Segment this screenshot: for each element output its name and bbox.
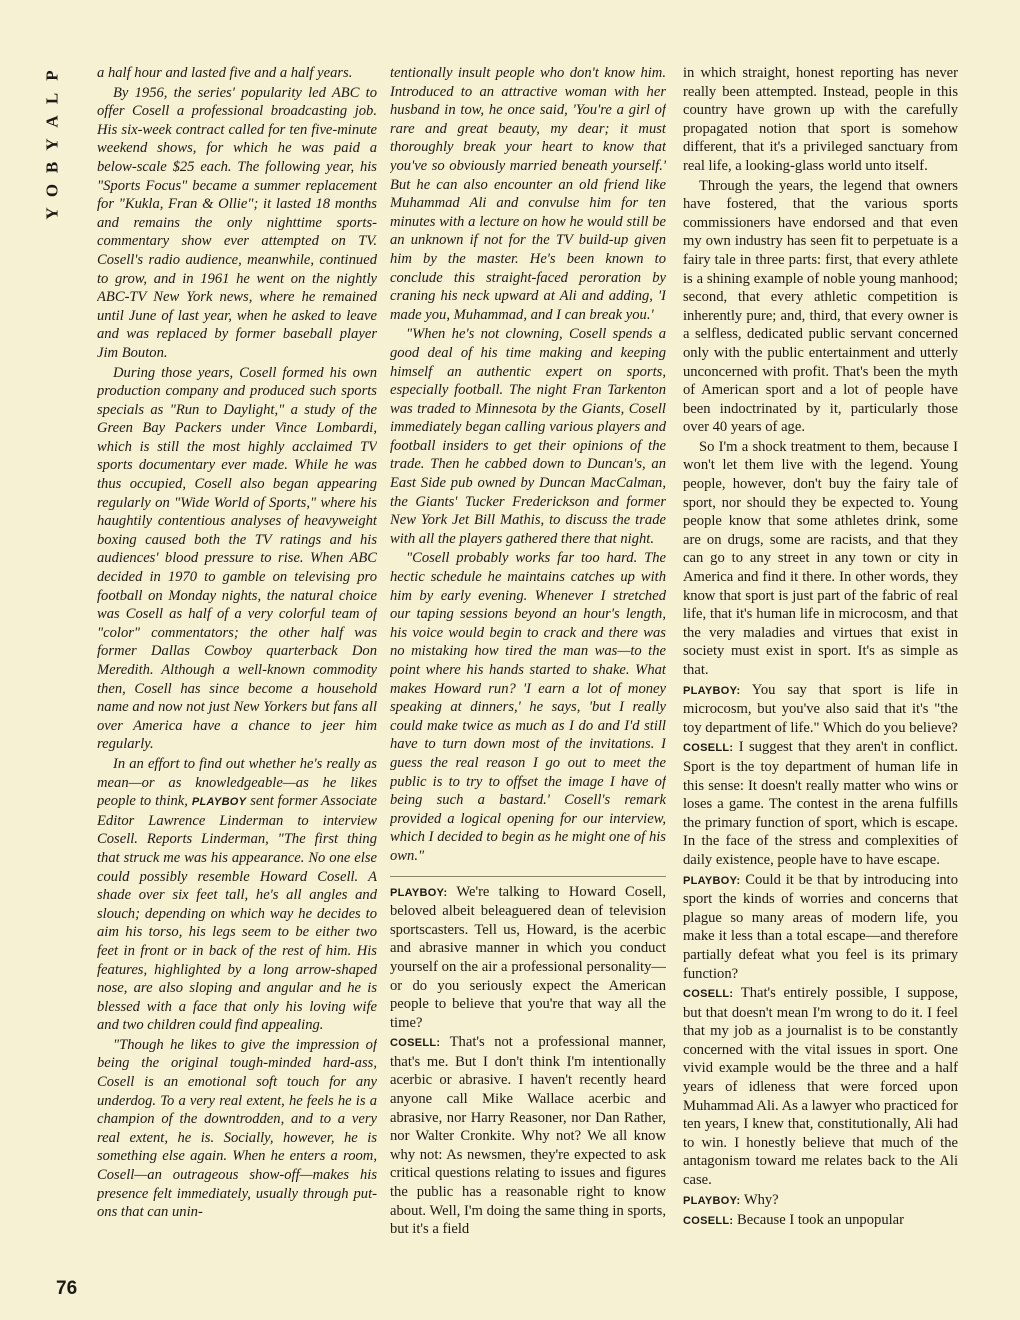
masthead-letter: O xyxy=(42,183,62,198)
paragraph: "When he's not clowning, Cosell spends a good deal of his time making and keeping himself an authentic expert on sports, especially football. The night Fran Tarkenton was traded to Minnesota by the Giants, Cosell immediately began calling various players and football insiders to get their opinions of the trade. Then he cabbed down to Duncan's, an East Side pub owned by Duncan MacCalman, the Giants' Tucker Frederickson and former New York Jet Bill Mathis, to discuss the trade with all the players gathered there that night. xyxy=(390,326,666,547)
paragraph: So I'm a shock treatment to them, because I won't let them live with the legend. Young people, however, don't buy the fairy tale of sport, nor should they be expected to. Young people know that some athletes drink, some are on drugs, some are racists, and that they can go to any street in any town or city in America and find it there. In other words, they know that sport is just part of the fabric of real life, that it's human life in microcosm, and that the very maladies and virtues that exist in society must exist in sport. It's as simple as that. xyxy=(683,438,958,678)
paragraph xyxy=(97,755,377,1035)
interview-answer xyxy=(390,1033,666,1239)
column-2 xyxy=(390,64,666,1304)
question-text: We're talking to Howard Cosell, beloved albeit beleaguered dean of television sportscasters. Tell us, Howard, is the acerbic and abrasive manner in which you conduct yourself on the air a professional personality—or do you seriously expect the American people to believe that you're that way all the time? xyxy=(390,883,666,1031)
interview-answer xyxy=(683,984,958,1190)
masthead-letter: A xyxy=(42,115,62,128)
paragraph: "Though he likes to give the impression of being the original tough-minded hard-ass, Cosell is an emotional soft touch for any underdog. To a very real extent, he feels he is a champion of the downtrodden, and to a very real extent, he is. Socially, however, he is something else again. When he enters a room, Cosell—an outrageous show-off—makes his presence felt immediately, usually through put-ons that can unin- xyxy=(97,1036,377,1221)
answer-text: That's not a professional manner, that's me. But I don't think I'm intentionally acerbic or abrasive. I haven't recently heard anyone call Mike Wallace acerbic and abrasive, nor Harry Reasoner, nor Dan Rather, nor Walter Cronkite. Why not? We all know why not: As newsmen, they're expected to ask critical questions relating to issues and figures the public has a reasonable right to know about. Well, I'm doing the same thing in sports, but it's a field xyxy=(390,1034,666,1238)
answer-text: I suggest that they aren't in conflict. Sport is the toy department of human life in this sense: It doesn't really matter who wins or loses a game. The contest in the arena fulfills the primary function of sport, which is escape. In the face of the stress and complexities of daily existence, people have to have escape. xyxy=(683,739,958,868)
page-number: 76 xyxy=(56,1278,78,1299)
paragraph: By 1956, the series' popularity led ABC to offer Cosell a professional broadcasting job. His six-week contract called for ten five-minute weekend shows, for which he was paid a below-scale $25 each. The following year, his "Sports Focus" became a summer replacement for "Kukla, Fran & Ollie"; it lasted 18 months and remains the only nighttime sports-commentary show ever attempted on TV. Cosell's radio audience, meanwhile, continued to grow, and in 1961 he went on the nightly ABC-TV New York news, where he remained until June of last year, when he asked to leave and was replaced by former baseball player Jim Bouton. xyxy=(97,84,377,361)
speaker-label: PLAYBOY: xyxy=(683,684,741,697)
interview-answer xyxy=(683,1211,958,1231)
speaker-label: PLAYBOY: xyxy=(683,1194,741,1207)
interview-question xyxy=(683,681,958,738)
paragraph: a half hour and lasted five and a half years. xyxy=(97,65,353,81)
section-divider xyxy=(390,876,666,877)
interview-answer xyxy=(683,738,958,869)
masthead-letter: Y xyxy=(42,207,62,220)
speaker-label: PLAYBOY: xyxy=(390,886,448,899)
paragraph: Through the years, the legend that owners have fostered, that the various sports commissioners have endorsed and that even my own industry has seen fit to perpetuate is a fairy tale in three parts: first, that every athlete is a shining example of noble young manhood; second, that every athletic competition is inherently pure; and, third, that every owner is a selfless, dedicated public servant concerned only with the public entertainment and utterly unconcerned with profit. That's been the myth of American sport and a lot of people have been indoctrinated by it, particularly those over 40 years of age. xyxy=(683,177,958,436)
paragraph: "Cosell probably works far too hard. The hectic schedule he maintains catches up with him by early evening. Whenever I stretched our taping sessions beyond an hour's length, his voice would begin to crack and there was no mistaking how tired the man was—to the point where his hands started to shake. What makes Howard run? 'I earn a lot of money speaking at dinners,' he says, 'but I really could make twice as much as I do and I'd still have to turn down most of the invitations. I guess the real reason I go out to meet the public is to try to offset the image I have of being such a bastard.' Cosell's remark provided a logical opening for our interview, which I decided to begin as he might one of his own." xyxy=(390,550,666,864)
masthead-letter: L xyxy=(42,92,62,105)
masthead-letter: P xyxy=(42,70,62,81)
question-text: Why? xyxy=(743,1191,779,1208)
interview-answer-continued: in which straight, honest reporting has never really been attempted. Instead, people in this country have grown up with the carefully propagated notion that sport is somehow different, that it's a privileged sanctuary from real life, a looking-glass world unto itself. xyxy=(683,65,958,174)
question-text: You say that sport is life in microcosm, but you've also said that it's "the toy department of life." Which do you believe? xyxy=(683,681,958,736)
question-text: Could it be that by introducing into sport the kinds of worries and concerns that plague so many areas of modern life, you make it less than a total escape—and therefore partially defeat what you feel is its primary function? xyxy=(683,871,958,982)
magazine-name: PLAYBOY xyxy=(191,796,247,809)
text-run: sent former Associate Editor Lawrence Linderman to interview Cosell. Reports Linderman, "The first thing that struck me was his appearance. No one else could possibly resemble Howard Cosell. A shade over six feet tall, he's all angles and slouch; depending on which way he decides to aim his torso, his legs seem to be either two feet in front or in back of the rest of him. His features, highlighted by a long arrow-shaped nose, are also sloping and angular and he is blessed with a face that only his loving wife and two children could find appealing. xyxy=(97,793,377,1034)
speaker-label: COSELL: xyxy=(683,1215,734,1228)
column-3 xyxy=(683,64,958,1304)
speaker-label: COSELL: xyxy=(683,988,734,1001)
masthead-letter: B xyxy=(42,161,62,174)
paragraph: During those years, Cosell formed his own production company and produced such sports specials as "Run to Daylight," a study of the Green Bay Packers under Vince Lombardi, which is still the most highly acclaimed TV sports documentary ever made. While he was thus occupied, Cosell also began appearing regularly on "Wide World of Sports," where his haughtily contentious analyses of heavyweight boxing caused both the TV ratings and his audiences' blood pressure to rise. When ABC decided in 1970 to gamble on televising pro football on Monday nights, the natural choice was Cosell as half of a very colorful team of "color" commentators; the other half was former Dallas Cowboy quarterback Don Meredith. Although a well-known commodity then, Cosell has since become a household name and now not just New Yorkers but fans all over America have a chance to jeer him regularly. xyxy=(97,364,377,753)
magazine-masthead xyxy=(22,64,82,225)
interview-question xyxy=(683,1191,958,1211)
answer-text: Because I took an unpopular xyxy=(737,1212,905,1229)
text-run: In an effort to find out whether he's really as mean—or as knowledgeable—as he likes people to think, xyxy=(97,755,377,810)
speaker-label: COSELL: xyxy=(683,742,734,755)
paragraph: tentionally insult people who don't know him. Introduced to an attractive woman with her husband in tow, he once said, 'You're a girl of rare and great beauty, my dear; it must thoroughly break your heart to know that you've so obviously married beneath yourself.' But he can also encounter an old friend like Muhammad Ali and convulse him for ten minutes with a lecture on how he would still be an unknown if not for the TV build-up given him by the master. He's been known to conclude this straight-faced peroration by craning his neck upward at Ali and adding, 'I made you, Muhammad, and I can break you.' xyxy=(390,65,666,323)
masthead-letter: Y xyxy=(42,138,62,151)
column-1 xyxy=(97,64,377,1304)
speaker-label: PLAYBOY: xyxy=(683,874,741,887)
answer-text: That's entirely possible, I suppose, but that doesn't mean I'm wrong to do it. I feel that my job as a journalist is to be constantly concerned with the vital issues in sport. One vivid example would be the three and a half years of idleness that were forced upon Muhammad Ali. As a lawyer who practiced for ten years, I knew that, constitutionally, Ali had to win. I honestly believe that much of the antagonism toward me relates back to the Ali case. xyxy=(683,985,958,1189)
interview-question xyxy=(390,883,666,1033)
interview-question xyxy=(683,871,958,984)
speaker-label: COSELL: xyxy=(390,1037,441,1050)
